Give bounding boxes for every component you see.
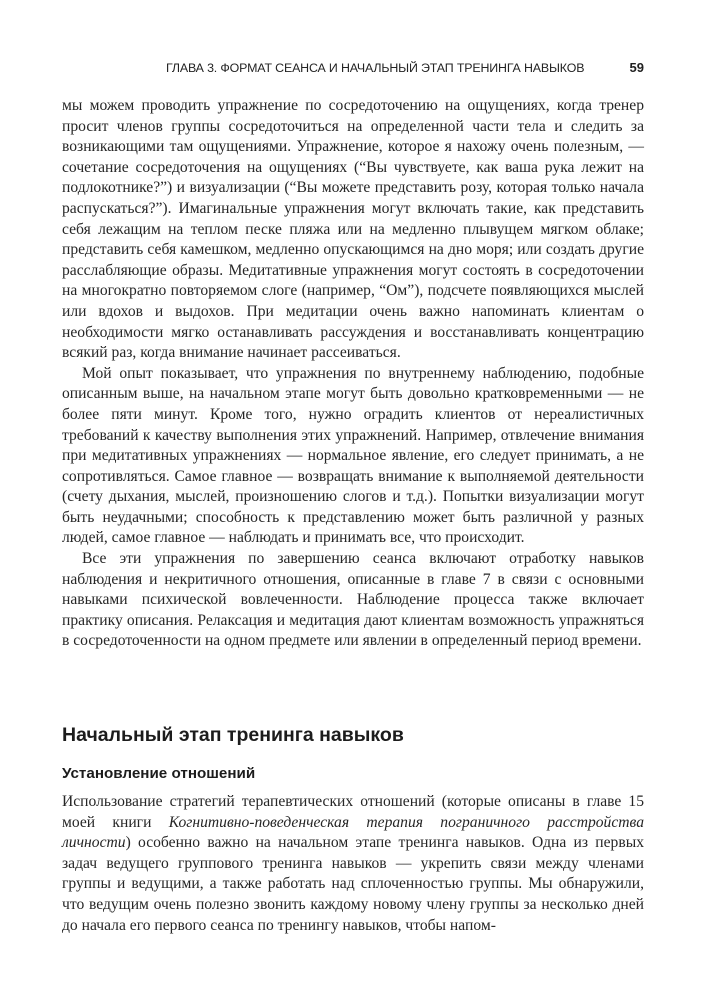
paragraph-continuation: мы можем проводить упражнение по сосредоточению на ощущениях, когда тренер просит членов группы сосредоточиться на определенной части тела и следить за возникающими там ощущениями. Упражнение, которое я нахожу очень полезным, — сочетание сосредоточения на ощущениях (“Вы чувствуете, как ваша рука лежит на подлокотнике?”) и визуализации (“Вы можете представить розу, которая только начала распускаться?”). Имагинальные упражнения могут включать такие, как представить себя лежащим на теплом песке пляжа или на медленно плывущем мягком облаке; представить себя камешком, медленно опускающимся на дно моря; или создать другие расслабляющие образы. Медитативные упражнения могут состоять в сосредоточении на многократно повторяемом слоге (например, “Ом”), подсчете появляющихся мыслей или вдохов и выдохов. При медитации очень важно напоминать клиентам о необходимости мягко останавливать рассуждения и восстанавливать концентрацию всякий раз, когда внимание начинает рассеиваться. (62, 97, 644, 362)
paragraph-relationship-building (62, 792, 644, 936)
paragraph-observation-exercises: Мой опыт показывает, что упражнения по внутреннему наблюдению, подобные описанным выше, на начальном этапе могут быть довольно кратковременными — не более пяти минут. Кроме того, нужно оградить клиентов от нереалистичных требований к качеству выполнения этих упражнений. Например, отвлечение внимания при медитативных упражнениях — нормальное явление, его следует принимать, а не сопротивляться. Самое главное — возвращать внимание к выполняемой деятельности (счету дыхания, мыслей, произношению слогов и т.д.). Попытки визуализации могут быть неудачными; способность к представлению может быть различной у разных людей, самое главное — наблюдать и принимать все, что происходит. (62, 364, 644, 547)
section-body-text (62, 792, 644, 936)
paragraph-text-start: Использование стратегий терапевтических отношений (которые описаны в главе 15 моей книги (62, 793, 644, 831)
running-title: ГЛАВА 3. ФОРМАТ СЕАНСА И НАЧАЛЬНЫЙ ЭТАП ТРЕНИНГА НАВЫКОВ (166, 61, 585, 75)
section-heading: Начальный этап тренинга навыков (62, 724, 404, 746)
page-number: 59 (629, 60, 644, 75)
subsection-heading: Установление отношений (62, 765, 256, 782)
running-head (62, 58, 644, 80)
book-title: Когнитивно-поведенческая терапия пограничного расстройства личности (62, 813, 644, 852)
paragraph-session-closing-exercises: Все эти упражнения по завершению сеанса включают отработку навыков наблюдения и некритичного отношения, описанные в главе 7 в связи с основными навыками психической вовлеченности. Наблюдение процесса также включает практику описания. Релаксация и медитация дают клиентам возможность упражняться в сосредоточенности на одном предмете или явлении в определенный период времени. (62, 550, 644, 650)
paragraph-text-end: ) особенно важно на начальном этапе тренинга навыков. Одна из первых задач ведущего группового тренинга навыков — укрепить связи между членами группы и ведущими, а также работать над сплоченностью группы. Мы обнаружили, что ведущим очень полезно звонить каждому новому члену группы за несколько дней до начала его первого сеанса по тренингу навыков, чтобы напом- (62, 834, 644, 934)
body-text (62, 96, 644, 652)
